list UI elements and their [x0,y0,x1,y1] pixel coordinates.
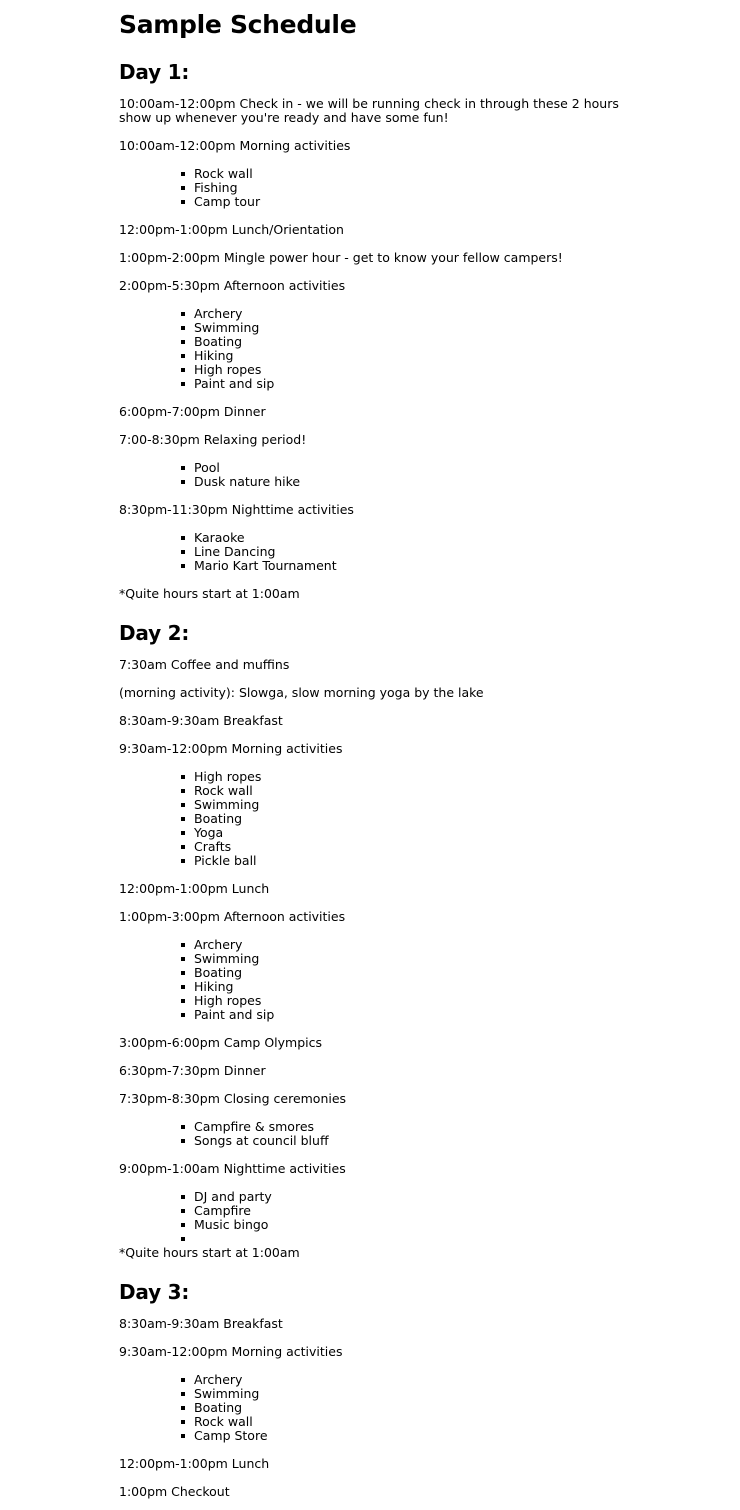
activity-label: Archery [194,306,243,321]
activity-item [194,840,619,854]
activity-list [119,307,619,391]
schedule-entry: 7:30am Coffee and muffins [119,657,290,672]
square-bullet-icon [181,817,185,821]
schedule-entry: 9:00pm-1:00am Nighttime activities [119,1161,346,1176]
activity-label: Camp tour [194,194,261,209]
activity-list [119,770,619,868]
day-section-2 [119,621,619,1260]
activity-item [194,1387,619,1401]
square-bullet-icon [181,480,185,484]
square-bullet-icon [181,172,185,176]
schedule-entry: 7:30pm-8:30pm Closing ceremonies [119,1091,347,1106]
activity-label: Boating [194,1400,243,1415]
activity-label: Swimming [194,320,260,335]
activity-label: Paint and sip [194,1007,275,1022]
schedule-entry: (morning activity): Slowga, slow morning yoga by the lake [119,685,484,700]
activity-item [194,1204,619,1218]
square-bullet-icon [181,845,185,849]
activity-label: Campfire [194,1203,251,1218]
square-bullet-icon [181,985,185,989]
square-bullet-icon [181,1125,185,1129]
activity-item [194,1218,619,1232]
activity-item [194,1190,619,1204]
activity-item [194,994,619,1008]
schedule-entry: 8:30pm-11:30pm Nighttime activities [119,502,354,517]
day-heading: Day 1: [119,60,190,84]
activity-label: Karaoke [194,530,245,545]
square-bullet-icon [181,340,185,344]
activity-item [194,798,619,812]
activity-item [194,377,619,391]
activity-label: Swimming [194,951,260,966]
activity-list [119,938,619,1022]
activity-list [119,461,619,489]
activity-item [194,349,619,363]
activity-item [194,784,619,798]
square-bullet-icon [181,1013,185,1017]
square-bullet-icon [181,789,185,793]
square-bullet-icon [181,1209,185,1213]
activity-item [194,531,619,545]
square-bullet-icon [181,368,185,372]
activity-list [119,1120,619,1148]
activity-item [194,1401,619,1415]
activity-item [194,1429,619,1443]
activity-item [194,461,619,475]
page-title: Sample Schedule [119,10,357,39]
activity-label: Pickle ball [194,853,257,868]
activity-item [194,181,619,195]
activity-item [194,475,619,489]
activity-item [194,980,619,994]
schedule-entry: 8:30am-9:30am Breakfast [119,713,283,728]
square-bullet-icon [181,564,185,568]
activity-item [194,938,619,952]
activity-item [194,1373,619,1387]
activity-item [194,1415,619,1429]
square-bullet-icon [181,550,185,554]
schedule-entry: 3:00pm-6:00pm Camp Olympics [119,1035,322,1050]
activity-label: Crafts [194,839,232,854]
activity-label: Campfire & smores [194,1119,315,1134]
activity-label: Archery [194,937,243,952]
activity-label: Paint and sip [194,376,275,391]
activity-label: Music bingo [194,1217,269,1232]
schedule-entry: 1:00pm-3:00pm Afternoon activities [119,909,346,924]
activity-label: Fishing [194,180,238,195]
activity-item [194,307,619,321]
activity-item [194,1120,619,1134]
activity-item [194,826,619,840]
activity-label: Boating [194,965,243,980]
schedule-entry: 6:30pm-7:30pm Dinner [119,1063,266,1078]
schedule-entry: 1:00pm-2:00pm Mingle power hour - get to know your fellow campers! [119,250,563,265]
square-bullet-icon [181,354,185,358]
schedule-entry: 12:00pm-1:00pm Lunch [119,1456,270,1471]
activity-label: High ropes [194,993,262,1008]
activity-label: Boating [194,334,243,349]
schedule-entry: 8:30am-9:30am Breakfast [119,1316,283,1331]
day-heading: Day 3: [119,1280,190,1304]
square-bullet-icon [181,1195,185,1199]
activity-item [194,1008,619,1022]
schedule-entry: 9:30am-12:00pm Morning activities [119,1344,343,1359]
square-bullet-icon [181,1378,185,1382]
activity-item [194,195,619,209]
square-bullet-icon [181,536,185,540]
square-bullet-icon [181,999,185,1003]
square-bullet-icon [181,775,185,779]
activity-item [194,812,619,826]
activity-item [194,545,619,559]
activity-item [194,966,619,980]
activity-label: Boating [194,811,243,826]
activity-label: Songs at council bluff [194,1133,329,1148]
schedule-entry: 1:00pm Checkout [119,1484,230,1499]
activity-label: Yoga [194,825,224,840]
schedule-entry: 12:00pm-1:00pm Lunch [119,881,270,896]
activity-item [194,952,619,966]
activity-label: Swimming [194,1386,260,1401]
activity-item [194,770,619,784]
activity-label: Swimming [194,797,260,812]
day-section-1 [119,60,619,601]
square-bullet-icon [181,1406,185,1410]
schedule-entry: 9:30am-12:00pm Morning activities [119,741,343,756]
square-bullet-icon [181,943,185,947]
schedule-entry: *Quite hours start at 1:00am [119,586,300,601]
activity-item [194,854,619,868]
activity-item [194,321,619,335]
activity-label: Hiking [194,979,234,994]
square-bullet-icon [181,326,185,330]
activity-label: Pool [194,460,220,475]
square-bullet-icon [181,831,185,835]
schedule-entry: 2:00pm-5:30pm Afternoon activities [119,278,346,293]
day-section-3 [119,1280,619,1499]
activity-label: Dusk nature hike [194,474,301,489]
activity-list [119,1190,619,1246]
activity-item [194,559,619,573]
activity-item [194,335,619,349]
activity-label: High ropes [194,769,262,784]
square-bullet-icon [181,1392,185,1396]
square-bullet-icon [181,1434,185,1438]
activity-item [194,1232,619,1246]
activity-list [119,167,619,209]
square-bullet-icon [181,382,185,386]
day-heading: Day 2: [119,621,190,645]
schedule-entry: 6:00pm-7:00pm Dinner [119,404,266,419]
days-container [119,60,619,1499]
activity-item [194,1134,619,1148]
square-bullet-icon [181,200,185,204]
square-bullet-icon [181,803,185,807]
activity-item [194,363,619,377]
square-bullet-icon [181,1139,185,1143]
activity-label: Hiking [194,348,234,363]
activity-list [119,1373,619,1443]
square-bullet-icon [181,859,185,863]
activity-label: DJ and party [194,1189,272,1204]
schedule-entry: 7:00-8:30pm Relaxing period! [119,432,307,447]
square-bullet-icon [181,466,185,470]
schedule-entry: 10:00am-12:00pm Morning activities [119,138,351,153]
square-bullet-icon [181,1223,185,1227]
square-bullet-icon [181,186,185,190]
square-bullet-icon [181,957,185,961]
activity-label: High ropes [194,362,262,377]
activity-label: Rock wall [194,166,253,181]
activity-label: Line Dancing [194,544,276,559]
square-bullet-icon [181,1420,185,1424]
square-bullet-icon [181,312,185,316]
square-bullet-icon [181,971,185,975]
activity-label: Rock wall [194,1414,253,1429]
activity-label: Rock wall [194,783,253,798]
schedule-entry: 10:00am-12:00pm Check in - we will be running check in through these 2 hours show up whenever you're ready and have some fun! [119,96,619,125]
activity-item [194,167,619,181]
activity-list [119,531,619,573]
activity-label: Mario Kart Tournament [194,558,337,573]
activity-label: Camp Store [194,1428,268,1443]
schedule-entry: 12:00pm-1:00pm Lunch/Orientation [119,222,344,237]
schedule-entry: *Quite hours start at 1:00am [119,1245,300,1260]
schedule-page [119,10,619,1499]
activity-label: Archery [194,1372,243,1387]
square-bullet-icon [181,1237,185,1241]
